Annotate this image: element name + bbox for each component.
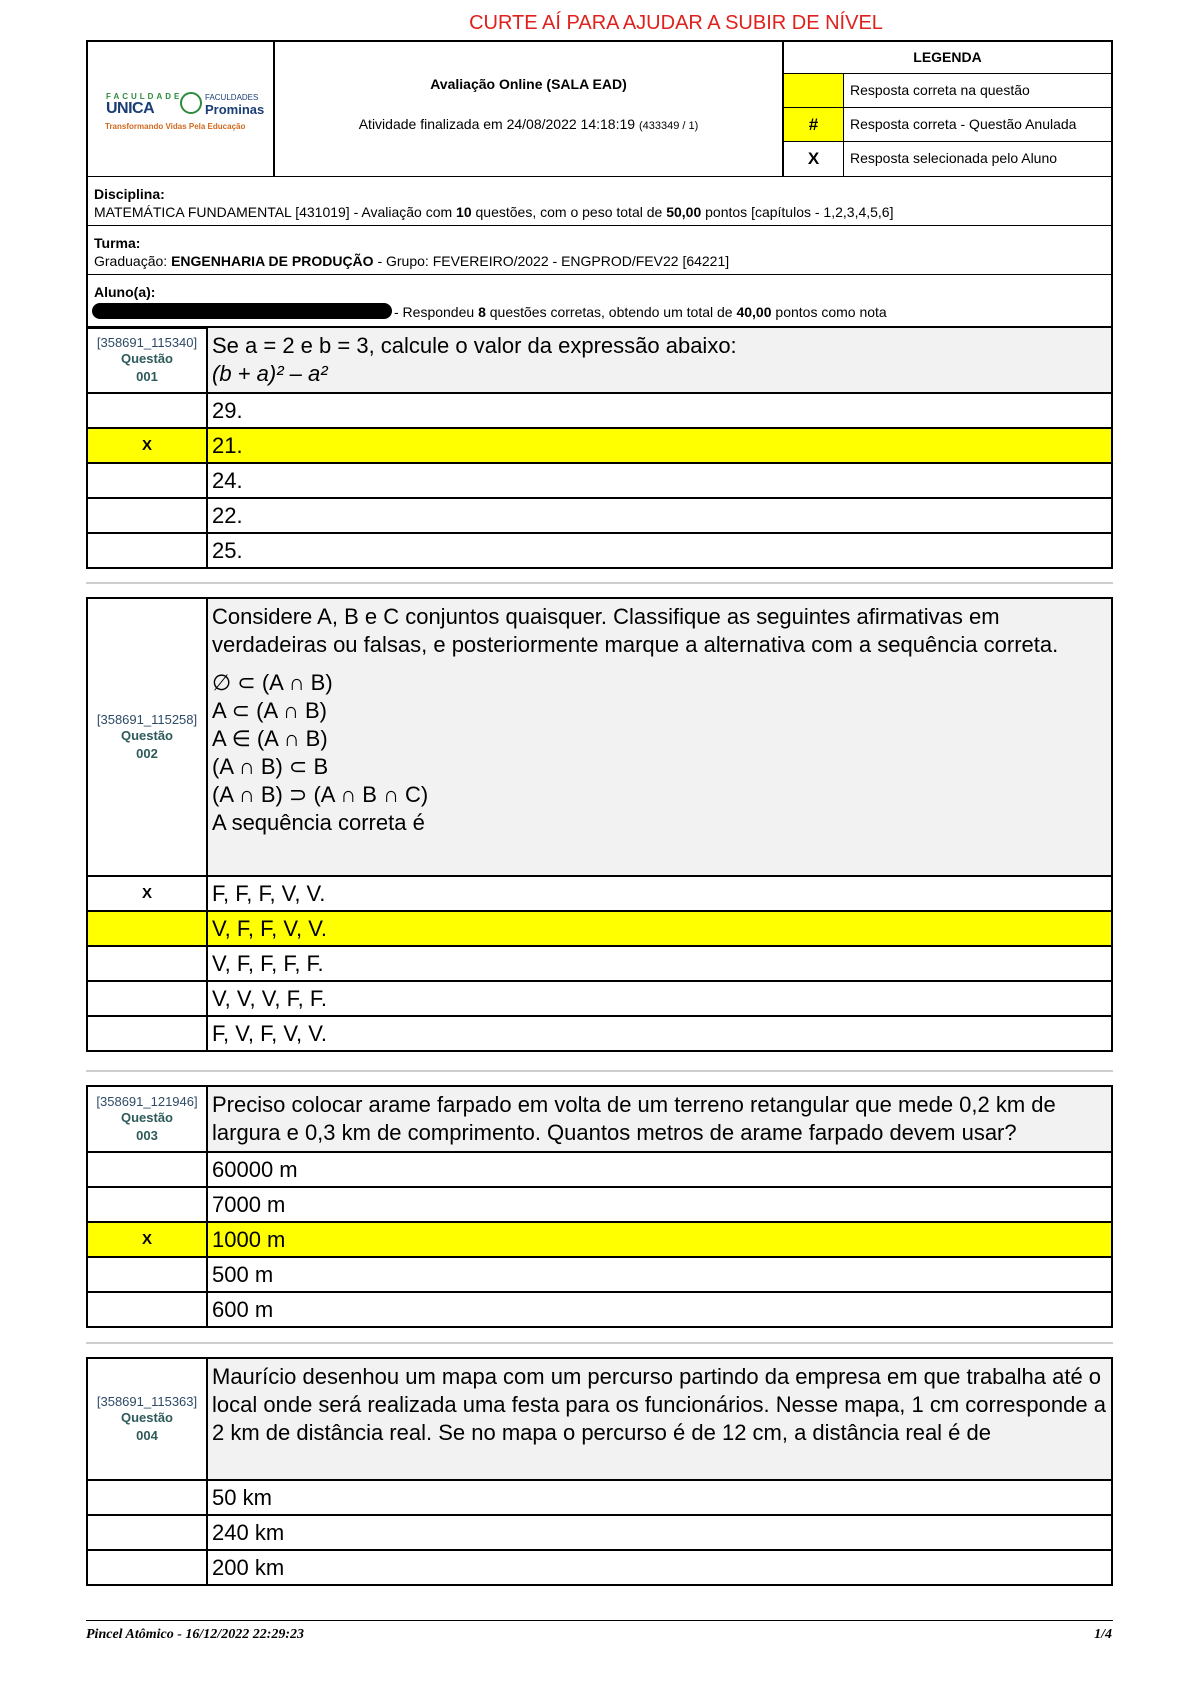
selected-x-mark: X [88, 877, 208, 910]
question-stem: Preciso colocar arame farpado em volta de um terreno retangular que mede 0,2 km de largura e 0,3 km de comprimento. Quantos metros de arame farpado devem usar? [208, 1087, 1111, 1151]
option-text: F, V, F, V, V. [212, 1021, 327, 1046]
option-text: V, F, F, V, V. [212, 916, 327, 941]
answer-option-correct[interactable] [88, 912, 1111, 947]
option-text: V, V, V, F, F. [212, 986, 327, 1011]
score-points: 40,00 [736, 304, 772, 320]
question-id [88, 599, 208, 875]
logo-faculdade-text: FACULDADE [106, 92, 183, 101]
course-name: ENGENHARIA DE PRODUÇÃO [171, 253, 374, 269]
question-id [88, 1087, 208, 1151]
legend-hash-symbol: # [784, 108, 844, 141]
option-mark [88, 499, 208, 532]
stem-expression: (b + a)² – a² [212, 361, 328, 386]
option-text: V, F, F, F, F. [212, 951, 324, 976]
stem-line: Se a = 2 e b = 3, calcule o valor da expressão abaixo: [212, 333, 737, 358]
option-text: 50 km [212, 1485, 272, 1510]
finished-info [359, 116, 699, 132]
answer-option[interactable] [88, 947, 1111, 982]
question-number: 002 [136, 745, 158, 761]
discipline-end: pontos [capítulos - 1,2,3,4,5,6] [701, 204, 894, 220]
question-stem-row [88, 1359, 1111, 1481]
option-text: 29. [212, 398, 243, 423]
answer-option[interactable] [88, 1481, 1111, 1516]
option-text: 24. [212, 468, 243, 493]
class-label: Turma: [94, 235, 141, 251]
option-mark [88, 912, 208, 945]
answer-option[interactable] [88, 1293, 1111, 1326]
question-label: Questão [120, 1409, 173, 1425]
question-id [88, 328, 208, 392]
legend [784, 42, 1111, 176]
finished-code: (433349 / 1) [638, 120, 699, 132]
header-title-cell [275, 42, 784, 176]
option-text: 7000 m [212, 1192, 286, 1217]
question-004 [86, 1357, 1113, 1586]
option-text: 200 km [212, 1555, 285, 1580]
option-text: 240 km [212, 1520, 285, 1545]
result-prefix: - Respondeu [394, 304, 479, 320]
option-mark [88, 394, 208, 427]
stem-line: A sequência correta é [212, 810, 425, 835]
stem-line: A ⊂ (A ∩ B) [212, 698, 327, 723]
option-text: 25. [212, 538, 243, 563]
question-number: 004 [136, 1427, 158, 1443]
option-mark [88, 1551, 208, 1584]
class-section [88, 226, 1111, 275]
total-weight: 50,00 [666, 204, 702, 220]
question-code: [358691_115258] [96, 711, 198, 727]
option-text: 60000 m [212, 1157, 298, 1182]
option-text: 600 m [212, 1297, 274, 1322]
redacted-student-name [92, 303, 392, 319]
option-text: 1000 m [212, 1227, 286, 1252]
question-id [88, 1359, 208, 1479]
discipline-label: Disciplina: [94, 186, 165, 202]
answer-option[interactable] [88, 1188, 1111, 1223]
institution-logo [88, 42, 275, 176]
selected-x-mark: X [88, 1223, 208, 1256]
question-code: [358691_121946] [96, 1093, 198, 1109]
option-text: F, F, F, V, V. [212, 881, 326, 906]
class-prefix: Graduação: [94, 253, 172, 269]
footer-divider [86, 1620, 1113, 1621]
option-mark [88, 947, 208, 980]
question-stem-row [88, 328, 1111, 394]
option-mark [88, 1153, 208, 1186]
option-mark [88, 464, 208, 497]
legend-x-symbol: X [784, 142, 844, 176]
logo-prominas-text: Prominas [205, 102, 265, 117]
discipline-section [88, 177, 1111, 226]
logo-slogan: Transformando Vidas Pela Educação [105, 122, 246, 131]
question-label: Questão [120, 350, 173, 366]
finished-datetime: Atividade finalizada em 24/08/2022 14:18:19 [358, 116, 639, 132]
answer-option-selected[interactable] [88, 429, 1111, 464]
logo-unica-text: UNICA [106, 100, 155, 117]
answer-option[interactable] [88, 499, 1111, 534]
answer-option[interactable] [88, 1153, 1111, 1188]
legend-row-correct [784, 74, 1111, 108]
discipline-name: MATEMÁTICA FUNDAMENTAL [431019] - Avaliação com [94, 204, 457, 220]
option-text: 21. [212, 433, 243, 458]
legend-title: LEGENDA [784, 42, 1111, 74]
option-mark [88, 1017, 208, 1050]
option-mark [88, 1188, 208, 1221]
question-002 [86, 597, 1113, 1052]
question-stem-row [88, 1087, 1111, 1153]
student-result [394, 303, 887, 321]
question-stem-row [88, 599, 1111, 877]
answer-option[interactable] [88, 534, 1111, 567]
question-003 [86, 1085, 1113, 1328]
answer-option-selected[interactable] [88, 877, 1111, 912]
answer-option[interactable] [88, 1551, 1111, 1584]
correct-count: 8 [478, 304, 486, 320]
question-stem [208, 328, 1111, 392]
option-text: 22. [212, 503, 243, 528]
answer-option[interactable] [88, 1258, 1111, 1293]
answer-option[interactable] [88, 1017, 1111, 1050]
answer-option[interactable] [88, 1516, 1111, 1551]
stem-line: A ∈ (A ∩ B) [212, 726, 328, 751]
question-code: [358691_115363] [96, 1393, 198, 1409]
student-label: Aluno(a): [94, 284, 156, 300]
question-code: [358691_115340] [96, 334, 198, 350]
stem-line: (A ∩ B) ⊂ B [212, 754, 329, 779]
stem-line: ∅ ⊂ (A ∩ B) [212, 670, 333, 695]
student-section [88, 275, 1111, 327]
option-mark [88, 1293, 208, 1326]
class-group: - Grupo: FEVEREIRO/2022 - ENGPROD/FEV22 [64221] [373, 253, 730, 269]
answer-option[interactable] [88, 394, 1111, 429]
page-number: 1/4 [1094, 1627, 1112, 1642]
divider [86, 1342, 1113, 1344]
stem-paragraph: Considere A, B e C conjuntos quaisquer. Classifique as seguintes afirmativas em verdadeiras ou falsas, e posteriormente marque a alternativa com a sequência correta. [212, 604, 1059, 657]
question-stem [208, 599, 1111, 875]
answer-option[interactable] [88, 464, 1111, 499]
selected-x-mark: X [88, 429, 208, 462]
option-mark [88, 1481, 208, 1514]
result-mid: questões corretas, obtendo um total de [485, 304, 737, 320]
question-label: Questão [120, 1109, 173, 1125]
answer-option[interactable] [88, 982, 1111, 1017]
logo-faculdades-text: FACULDADES [205, 93, 259, 102]
option-mark [88, 534, 208, 567]
stem-line: (A ∩ B) ⊃ (A ∩ B ∩ C) [212, 782, 429, 807]
legend-row-selected [784, 142, 1111, 176]
footer-timestamp: Pincel Atômico - 16/12/2022 22:29:23 [86, 1627, 305, 1642]
legend-text: Resposta correta - Questão Anulada [850, 116, 1077, 132]
option-mark [88, 982, 208, 1015]
page-title: Avaliação Online (SALA EAD) [430, 76, 627, 92]
divider [86, 582, 1113, 584]
question-count: 10 [456, 204, 472, 220]
legend-text: Resposta selecionada pelo Aluno [850, 150, 1058, 166]
assessment-header [86, 40, 1113, 329]
globe-icon [180, 92, 202, 114]
question-stem: Maurício desenhou um mapa com um percurso partindo da empresa em que trabalha até o local onde será realizada uma festa para os funcionários. Nesse mapa, 1 cm corresponde a 2 km de distância real. Se no mapa o percurso é de 12 cm, a distância real é de [208, 1359, 1111, 1479]
question-number: 003 [136, 1127, 158, 1143]
result-end: pontos como nota [771, 304, 887, 320]
legend-text: Resposta correta na questão [850, 82, 1030, 98]
option-text: 500 m [212, 1262, 274, 1287]
legend-row-annulled [784, 108, 1111, 142]
legend-yellow-swatch [784, 74, 844, 107]
question-number: 001 [136, 368, 158, 384]
option-mark [88, 1258, 208, 1291]
discipline-mid: questões, com o peso total de [471, 204, 667, 220]
answer-option-selected[interactable] [88, 1223, 1111, 1258]
question-label: Questão [120, 727, 173, 743]
divider [86, 1070, 1113, 1072]
option-mark [88, 1516, 208, 1549]
question-001 [86, 326, 1113, 569]
banner-text: CURTE AÍ PARA AJUDAR A SUBIR DE NÍVEL [469, 12, 883, 34]
